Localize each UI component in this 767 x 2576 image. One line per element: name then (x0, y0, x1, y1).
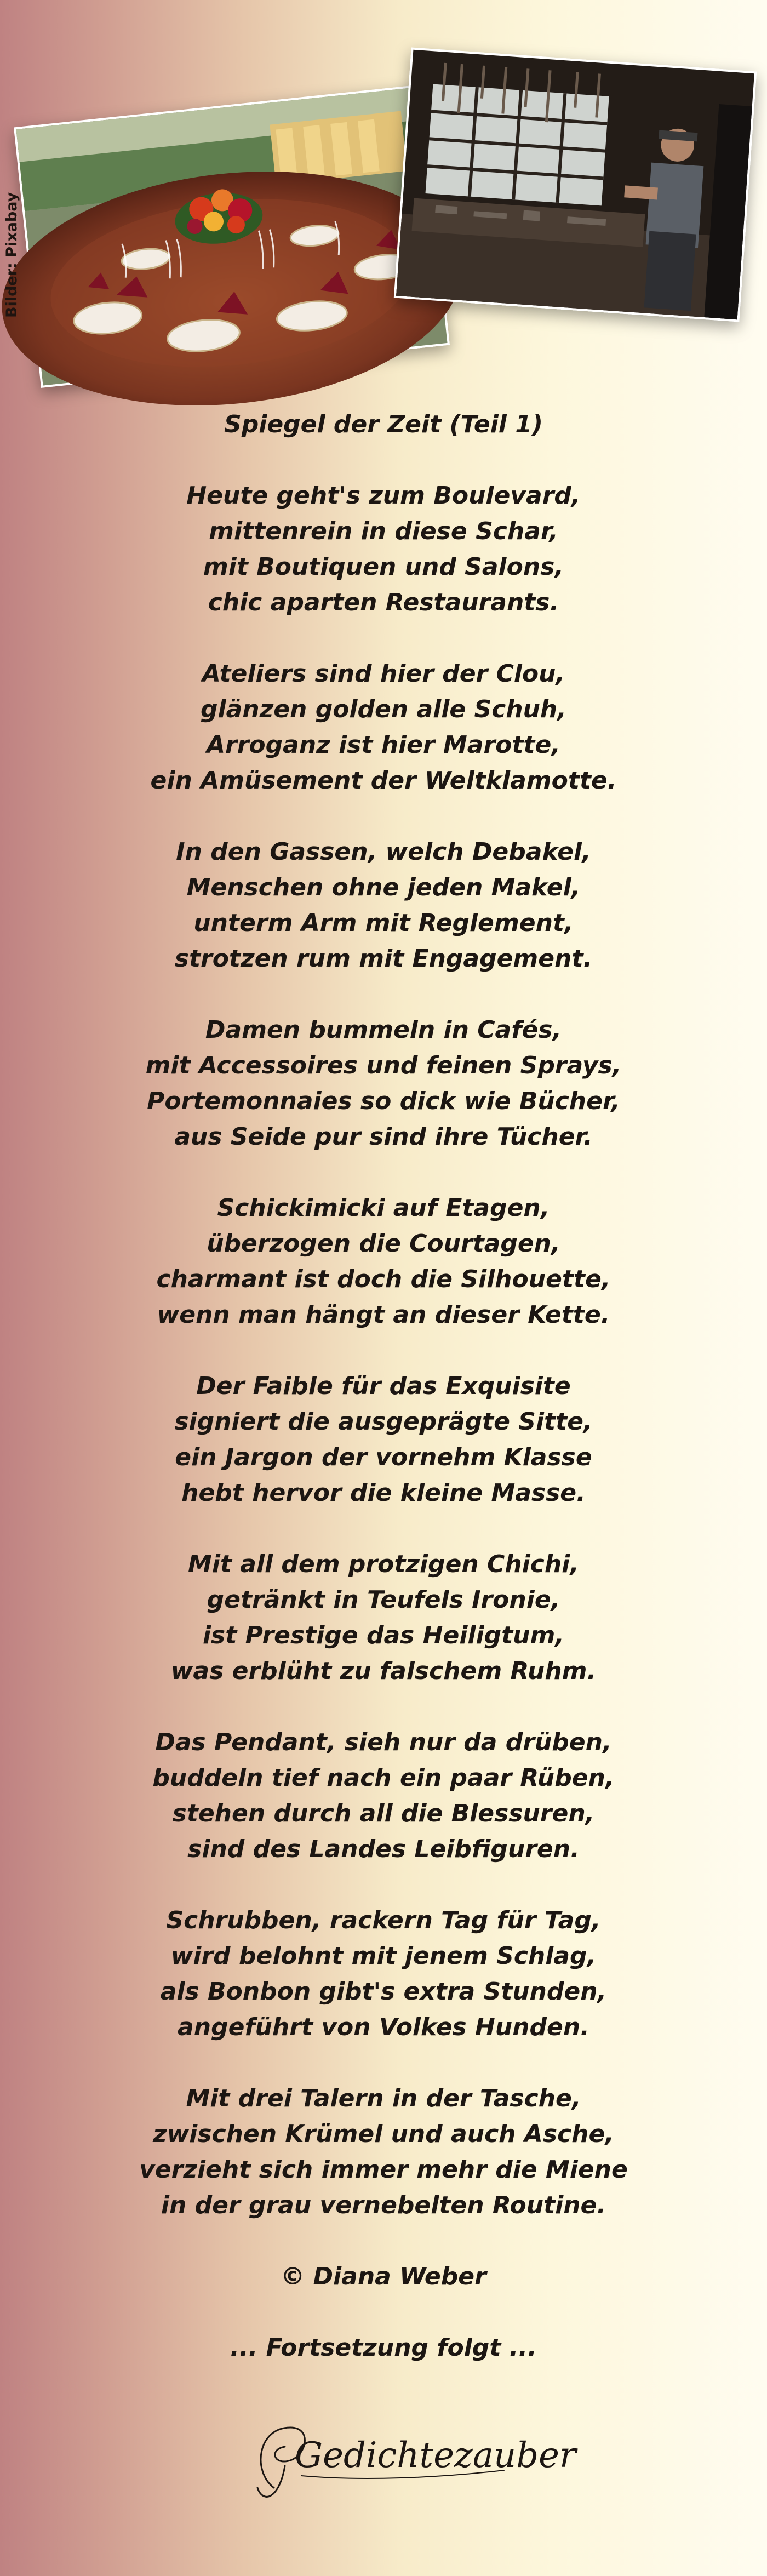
stanza-gap (0, 2294, 767, 2330)
poem-line: Mit drei Talern in der Tasche, (186, 2084, 581, 2112)
stanza-gap (0, 2045, 767, 2081)
poem-line: buddeln tief nach ein paar Rüben, (152, 1764, 615, 1792)
poem-line: Schickimicki auf Etagen, (217, 1194, 550, 1222)
poem-line: In den Gassen, welch Debakel, (176, 838, 591, 866)
stanza (0, 1012, 767, 1155)
stanza-gap (0, 976, 767, 1012)
stanza-gap (0, 1867, 767, 1903)
poem-line: chic aparten Restaurants. (208, 589, 559, 616)
poem-line: Der Faible für das Exquisite (196, 1372, 571, 1400)
poem-line: hebt hervor die kleine Masse. (181, 1479, 586, 1507)
poem-line: ein Jargon der vornehm Klasse (175, 1443, 592, 1471)
stanza-gap (0, 1333, 767, 1368)
poem-line: Schrubben, rackern Tag für Tag, (166, 1906, 601, 1934)
signature-text: Gedichtezauber (295, 2435, 576, 2476)
continuation-note: ... Fortsetzung folgt ... (230, 2334, 537, 2362)
stanza (0, 1724, 767, 1867)
poem-line: mittenrein in diese Schar, (209, 517, 558, 545)
poem-line: überzogen die Courtagen, (207, 1230, 560, 1258)
poem-line: Mit all dem protzigen Chichi, (188, 1550, 579, 1578)
poem-line: angeführt von Volkes Hunden. (178, 2013, 589, 2041)
poem-line: stehen durch all die Blessuren, (172, 1800, 595, 1827)
stanza (0, 1903, 767, 2045)
workshop-illustration (396, 50, 754, 319)
poem-line: aus Seide pur sind ihre Tücher. (174, 1123, 593, 1151)
stanza (0, 1368, 767, 1511)
poem-line: Menschen ohne jeden Makel, (186, 873, 581, 901)
poem-line: in der grau vernebelten Routine. (161, 2191, 606, 2219)
signature-script (241, 2406, 576, 2510)
poem-line: sind des Landes Leibfiguren. (187, 1835, 580, 1863)
poem-line: ein Amüsement der Weltklamotte. (150, 767, 617, 795)
stanza-gap (0, 442, 767, 478)
poem-line: signiert die ausgeprägte Sitte, (174, 1408, 593, 1436)
stanza-gap (0, 1511, 767, 1546)
stanza (0, 478, 767, 620)
stanza-gap (0, 620, 767, 656)
stanza-gap (0, 1689, 767, 1724)
poem-line: mit Boutiquen und Salons, (203, 553, 564, 581)
stanza-gap (0, 1155, 767, 1190)
poem-line: ist Prestige das Heiligtum, (202, 1621, 565, 1649)
poem-line: charmant ist doch die Silhouette, (156, 1265, 611, 1293)
stanza-gap (0, 798, 767, 834)
poem-line: Portemonnaies so dick wie Bücher, (147, 1087, 620, 1115)
poem-line: Arroganz ist hier Marotte, (206, 731, 561, 759)
poem-line: als Bonbon gibt's extra Stunden, (160, 1978, 607, 2006)
stanza (0, 1190, 767, 1333)
poem-line: wird belohnt mit jenem Schlag, (170, 1942, 597, 1970)
photo-workshop (394, 48, 757, 322)
poem (0, 407, 767, 2366)
poem-line: Heute geht's zum Boulevard, (186, 482, 581, 510)
poem-line: strotzen rum mit Engagement. (174, 945, 593, 973)
stanza-gap (0, 2223, 767, 2259)
dining-table-illustration (16, 87, 447, 386)
stanza (0, 2081, 767, 2223)
poem-line: getränkt in Teufels Ironie, (207, 1586, 560, 1614)
poem-line: mit Accessoires und feinen Sprays, (145, 1052, 622, 1079)
poem-line: verzieht sich immer mehr die Miene (139, 2156, 628, 2184)
photo-dining-table (14, 84, 450, 388)
stanza (0, 834, 767, 976)
poem-line: wenn man hängt an dieser Kette. (157, 1301, 610, 1329)
stanza (0, 1546, 767, 1689)
poem-line: was erblüht zu falschem Ruhm. (170, 1657, 597, 1685)
signature-logo (241, 2406, 576, 2510)
poem-line: unterm Arm mit Reglement, (193, 909, 574, 937)
poem-title: Spiegel der Zeit (Teil 1) (224, 410, 543, 438)
stanza (0, 656, 767, 798)
copyright: © Diana Weber (281, 2263, 486, 2291)
poem-line: glänzen golden alle Schuh, (201, 695, 566, 723)
poem-line: Ateliers sind hier der Clou, (202, 660, 565, 688)
poem-line: Damen bummeln in Cafés, (205, 1016, 562, 1044)
poem-line: Das Pendant, sieh nur da drüben, (155, 1728, 612, 1756)
poem-line: zwischen Krümel und auch Asche, (152, 2120, 615, 2148)
image-credit: Bilder: Pixabay (3, 192, 20, 318)
